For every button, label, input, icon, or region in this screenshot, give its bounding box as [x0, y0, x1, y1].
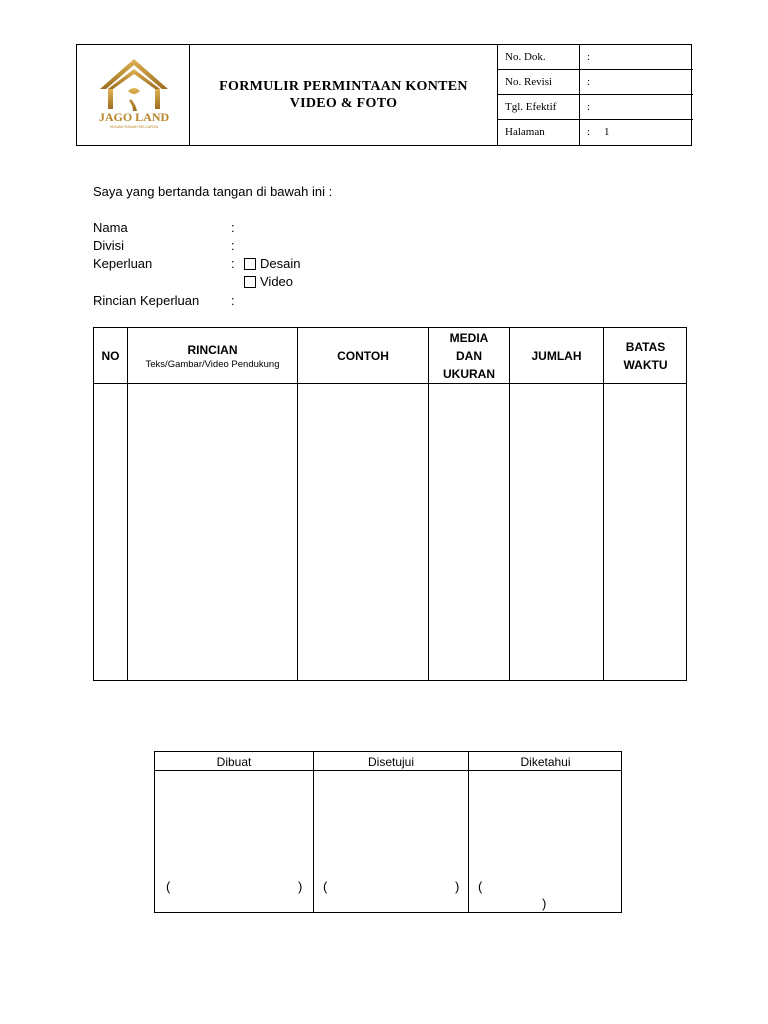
- signature-table: [154, 751, 622, 913]
- option-desain-label: Desain: [260, 256, 301, 271]
- divisi-label: Divisi: [93, 238, 125, 253]
- sig-header-diketahui: Diketahui: [520, 754, 571, 769]
- document-header: [76, 44, 692, 146]
- rincian-keperluan-label: Rincian Keperluan: [93, 293, 200, 308]
- col-no-label: NO: [101, 348, 120, 363]
- col-header-contoh: [298, 328, 428, 383]
- option-video[interactable]: [244, 274, 293, 289]
- col-batas-line-1: BATAS: [625, 339, 666, 354]
- col-jumlah-label: JUMLAH: [531, 348, 582, 363]
- nama-label: Nama: [93, 220, 128, 235]
- col-rincian-sublabel: Teks/Gambar/Video Pendukung: [145, 359, 280, 370]
- col-media-line-3: UKURAN: [443, 366, 495, 381]
- col-header-media: [429, 328, 509, 383]
- logo-tagline: HUNIAN RAMAH KELUARGA: [109, 125, 159, 129]
- col-media-line-2: DAN: [456, 348, 482, 363]
- meta-label: Halaman: [505, 126, 545, 138]
- meta-label: No. Revisi: [505, 76, 553, 88]
- sig-paren-close: ): [542, 896, 547, 911]
- col-media-line-1: MEDIA: [449, 330, 489, 345]
- meta-colon: :: [587, 76, 591, 88]
- intro-text: Saya yang bertanda tangan di bawah ini :: [93, 184, 333, 199]
- checkbox-icon[interactable]: [244, 258, 256, 270]
- col-header-jumlah: [510, 328, 603, 383]
- sig-paren-open: (: [166, 879, 171, 894]
- title-line-1: FORMULIR PERMINTAAN KONTEN: [219, 79, 468, 94]
- rincian-keperluan-colon: :: [231, 293, 235, 308]
- meta-row-no-dok: [498, 45, 693, 70]
- meta-colon: :: [587, 51, 591, 63]
- sig-paren-open: (: [478, 879, 483, 894]
- meta-label: Tgl. Efektif: [505, 101, 557, 113]
- option-desain[interactable]: [244, 256, 300, 271]
- col-header-rincian: [128, 328, 297, 383]
- sig-paren-close: ): [455, 879, 460, 894]
- col-contoh-label: CONTOH: [337, 348, 389, 363]
- meta-row-halaman: [498, 120, 693, 145]
- sig-header-dibuat: Dibuat: [216, 754, 252, 769]
- meta-row-no-revisi: [498, 70, 693, 95]
- request-table: [93, 327, 687, 681]
- col-batas-line-2: WAKTU: [623, 357, 668, 372]
- logo-text: JAGO LAND: [98, 110, 170, 124]
- keperluan-colon: :: [231, 256, 235, 271]
- document-meta-table: [497, 45, 693, 145]
- table-body-area[interactable]: [94, 384, 686, 680]
- sig-header-disetujui: Disetujui: [367, 754, 415, 769]
- sig-paren-open: (: [323, 879, 328, 894]
- col-header-no: [94, 328, 127, 383]
- nama-colon: :: [231, 220, 235, 235]
- title-line-2: VIDEO & FOTO: [289, 96, 398, 111]
- sig-area-diketahui[interactable]: [469, 771, 622, 912]
- meta-row-tgl-efektif: [498, 95, 693, 120]
- sig-paren-close: ): [298, 879, 303, 894]
- meta-colon: :: [587, 101, 591, 113]
- col-rincian-label: RINCIAN: [187, 343, 238, 357]
- sig-area-disetujui[interactable]: [314, 771, 468, 912]
- jagoland-logo: [94, 55, 174, 129]
- divisi-colon: :: [231, 238, 235, 253]
- keperluan-label: Keperluan: [93, 256, 153, 271]
- meta-label: No. Dok.: [505, 51, 546, 63]
- col-header-batas-waktu: [604, 328, 687, 383]
- meta-colon: :: [587, 126, 591, 138]
- sig-area-dibuat[interactable]: [155, 771, 313, 912]
- option-video-label: Video: [260, 274, 294, 289]
- logo-cell: [77, 45, 190, 145]
- checkbox-icon[interactable]: [244, 276, 256, 288]
- meta-value: 1: [604, 126, 610, 138]
- form-title: [190, 45, 497, 145]
